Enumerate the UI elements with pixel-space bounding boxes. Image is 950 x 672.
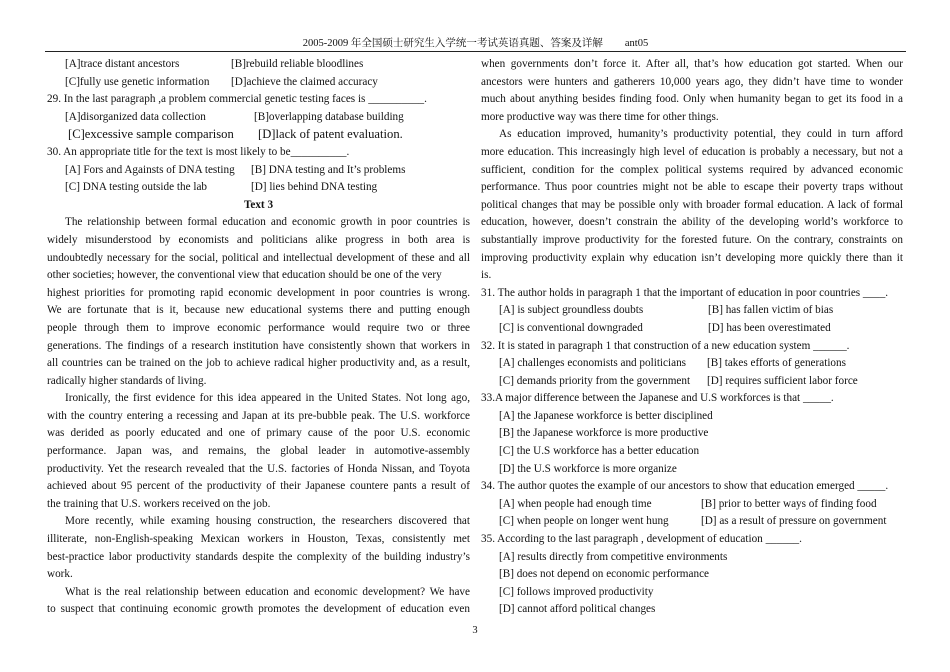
question-31: 31. The author holds in paragraph 1 that the important of education in poor countries ____. (481, 286, 889, 299)
header-title: 2005-2009 年全国硕士研究生入学统一考试英语真题、答案及详解 (302, 38, 603, 49)
q30-options-row2 (47, 179, 470, 197)
paragraph-line: education, however, doesn’t constrain the ability of the developing world’s workforce to (481, 216, 903, 229)
option: [D] cannot afford political changes (499, 603, 656, 616)
paragraph-line: illiterate, non-English-speaking Mexican workers in Houston, Texas, consistently met (47, 533, 470, 546)
option: [D] the U.S workforce is more organize (499, 462, 677, 475)
paragraph-line: more education. This increasingly high level of education is probably a necessary, but not a (481, 145, 903, 158)
paragraph-line: highest priorities for promoting rapid economic development in poor countries is wrong. (47, 286, 470, 299)
option: [A] is subject groundless doubts (499, 304, 644, 317)
question-33: 33.A major difference between the Japanese and U.S workforces is that _____. (481, 392, 834, 405)
paragraph-line: with the country entering a recessing and Japan at its pre-bubble peak. The U.S. workforce (47, 409, 470, 422)
paragraph-line: when governments don’t force it. After all, that’s how education got started. When our (481, 58, 903, 70)
option: [D]lack of patent evaluation. (258, 127, 403, 142)
option: [D] requires sufficient labor force (707, 374, 858, 387)
q32-options-row1 (481, 355, 903, 373)
paragraph-line: As education improved, humanity’s productivity potential, they could in turn afford (499, 128, 903, 141)
option: [A] results directly from competitive environments (499, 550, 728, 563)
option: [A] challenges economists and politicians (499, 357, 687, 370)
option: [C] demands priority from the government (499, 374, 691, 387)
option: [B] DNA testing and It’s problems (251, 163, 406, 176)
option: [B] the Japanese workforce is more productive (499, 427, 709, 440)
paragraph-line: generations. The findings of a research institution have consistently shown that workers in (47, 339, 470, 352)
option: [C]excessive sample comparison (68, 127, 234, 142)
option: [B] has fallen victim of bias (708, 304, 834, 317)
left-column (47, 56, 470, 619)
paragraph-line: more productive way was there time for other things. (481, 110, 719, 123)
paragraph-line: sufficient, condition for the complex political systems required by advanced economic (481, 163, 903, 176)
q28-options-row2 (47, 74, 470, 92)
text-title: Text 3 (243, 198, 274, 211)
paragraph-line: What is the real relationship between education and economic development? We have (65, 585, 470, 598)
paragraph-line: More recently, while examing housing construction, the researchers discovered that (65, 515, 470, 528)
paragraph-line: productivity. Yet the research revealed that the U.S. factories of Honda Nissan, and Toyota (47, 462, 470, 475)
option: [A]trace distant ancestors (65, 58, 180, 70)
paragraph-line: to suspect that continuing economic growth promotes the development of education even (47, 603, 470, 616)
paragraph-line: undoubtedly necessary for the social, political and intellectual development of these and all (47, 251, 470, 264)
q31-options-row1 (481, 302, 903, 320)
paragraph-line: the training that U.S. workers received on the job. (47, 497, 271, 510)
option: [D]achieve the claimed accuracy (231, 75, 378, 88)
paragraph-line: The relationship between formal education and economic growth in poor countries is (65, 216, 470, 229)
option: [D] as a result of pressure on government (701, 515, 887, 528)
option: [B] prior to better ways of finding food (701, 497, 877, 510)
q30-options-row1 (47, 162, 470, 180)
paragraph-line: best-practice labor productivity standards despite the complexity of the building industry’s (47, 550, 470, 563)
option: [C] follows improved productivity (499, 585, 654, 598)
page-number: 3 (472, 625, 478, 636)
option: [D] has been overestimated (708, 321, 831, 334)
option: [B]rebuild reliable bloodlines (231, 58, 364, 70)
header-code: ant05 (624, 38, 649, 49)
option: [B] takes efforts of generations (707, 357, 846, 370)
option: [A] when people had enough time (499, 497, 652, 510)
option: [B]overlapping database building (254, 110, 404, 123)
paragraph-line: work. (47, 568, 73, 581)
paragraph-line: performance. Japan was, and remains, the global leader in automotive-assembly (47, 445, 470, 458)
paragraph-line: is. (481, 269, 492, 282)
page-header (45, 36, 906, 52)
option: [C]fully use genetic information (65, 75, 210, 88)
paragraph-line: substantially improve productivity for the forested future. On the contrary, constraints on (481, 233, 903, 246)
paragraph-line: We are fortunate that is it, because new educational systems there and putting enough (47, 304, 470, 317)
option: [C] the U.S workforce has a better education (499, 445, 700, 458)
q29-options-row1 (47, 109, 470, 127)
question-32: 32. It is stated in paragraph 1 that construction of a new education system ______. (481, 339, 850, 352)
option: [C] DNA testing outside the lab (65, 181, 208, 194)
q32-options-row2 (481, 373, 903, 391)
paragraph-line: improving productivity explain why education isn’t developing more quickly there than it (481, 251, 903, 264)
question-35: 35. According to the last paragraph , development of education ______. (481, 533, 802, 546)
option: [B] does not depend on economic performance (499, 568, 710, 581)
option: [A]disorganized data collection (65, 110, 206, 123)
paragraph-line: was derided as poorly educated and one of primary cause of the poor U.S. economic (47, 427, 470, 440)
q28-options-row1 (47, 56, 470, 74)
option: [D] lies behind DNA testing (251, 181, 378, 194)
paragraph-line: Ironically, the first evidence for this idea appeared in the United States. Not long ago, (65, 392, 470, 405)
q34-options-row1 (481, 496, 903, 514)
paragraph-line: radically higher standards of living. (47, 374, 207, 387)
q31-options-row2 (481, 320, 903, 338)
option: [A] the Japanese workforce is better disciplined (499, 409, 713, 422)
q34-options-row2 (481, 513, 903, 531)
paragraph-line: people through them to improve economic performance would require two or three (47, 321, 470, 334)
paragraph-line: all countries can be trained on the job to achieve radical higher productivity and, as a result, (47, 357, 470, 370)
option: [A] Fors and Againsts of DNA testing (65, 163, 235, 176)
paragraph-line: political changes that may be possible only with broader formal education. A lack of formal (481, 198, 903, 211)
question-29: 29. In the last paragraph ,a problem commercial genetic testing faces is __________. (47, 93, 427, 106)
paragraph-line: achieved about 95 percent of the productivity of their Japanese countere pants a result of (47, 480, 470, 493)
q29-options-row2 (47, 126, 470, 144)
paragraph-line: ancestors were hunters and gatherers 10,000 years ago, they didn’t have time to wonder (481, 75, 903, 88)
paragraph-line: widely misunderstood by economists and politicians alike progress in both area is (47, 233, 470, 246)
paragraph-line: performance. Thus poor countries might not be able to escape their poverty traps without (481, 181, 903, 194)
question-30: 30. An appropriate title for the text is most likely to be__________. (47, 145, 350, 158)
right-column (481, 56, 903, 619)
paragraph-line: much about anything besides finding food. Only when humanity began to get its food in a (481, 93, 903, 106)
paragraph-line: other societies; however, the conventional view that education should be one of the very (47, 269, 442, 282)
question-34: 34. The author quotes the example of our ancestors to show that education emerged _____. (481, 480, 889, 493)
option: [C] when people on longer went hung (499, 515, 669, 528)
option: [C] is conventional downgraded (499, 321, 643, 334)
